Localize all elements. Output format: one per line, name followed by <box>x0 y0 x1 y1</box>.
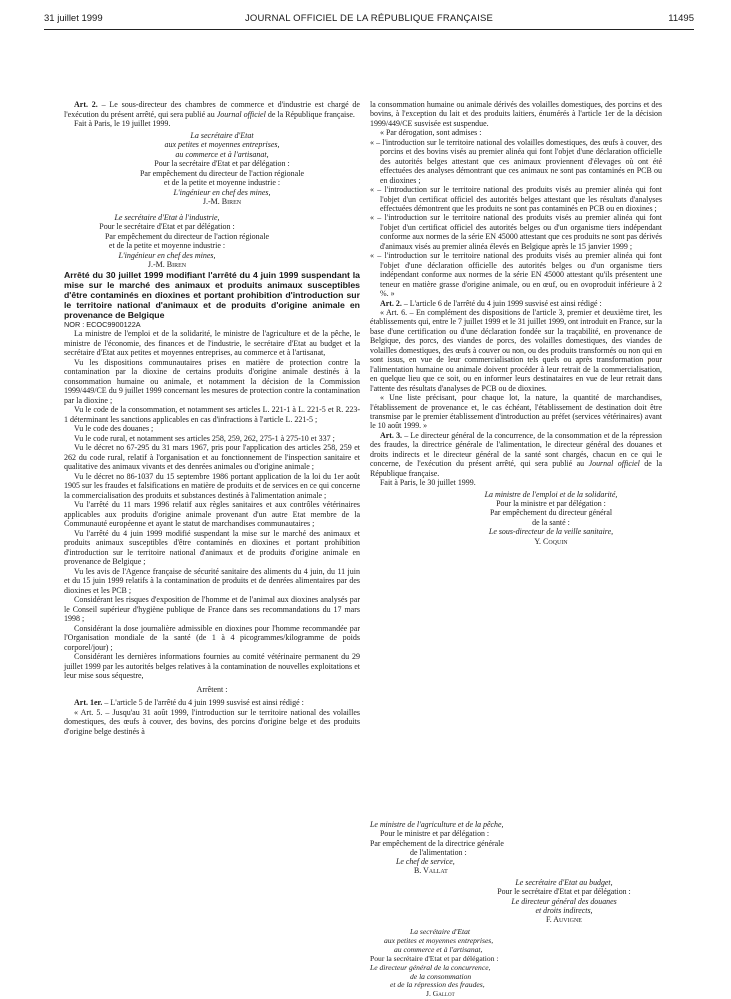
preamble-para-12: Considérant la dose journalière admissible en dioxines pour l'homme recommandée par l'Organisation mondiale de la santé (de 1 à 4 picogrammes/kilogramme de poids corporel/jour) ; <box>64 623 360 652</box>
art2-paragraph <box>64 100 360 119</box>
s1-name: Y. Coquin <box>534 536 568 546</box>
sig1-imp-2: et de la petite et moyenne industrie : <box>163 178 281 187</box>
nor-reference: NOR : ECOC9900122A <box>64 319 141 329</box>
art1-text: – L'article 5 de l'arrêté du 4 juin 1999 susvisé est ainsi rédigé : <box>102 698 304 707</box>
art3-text: – Le directeur général de la concurrence, de la consommation et de la répression des fraudes, la directrice générale de l'alimentation, le directeur général des douanes et droits indirects et le directeur général de la santé sont chargés, chacun en ce qui le concerne, de l'exécution du présent arrêté, qui sera publié au <box>370 430 662 469</box>
preamble-para-2: Vu les dispositions communautaires prises en matière de protection contre la contamination par la dioxine de certains produits d'origine animale destinés à la consommation humaine ou animale, et notamment la décision de la Commission 1999/449/CE du 9 juillet 1999 concernant les mesures de protection contre la contamination par la dioxine ; <box>64 357 360 405</box>
derogation-intro: « Par dérogation, sont admises : <box>380 128 482 138</box>
preamble-para-6: Vu le décret no 67-295 du 31 mars 1967, pris pour l'application des articles 258, 259 et 262 du code rural, relatif à l'organisation et au fonctionnement de l'inspection sanitaire et qualitative des animaux vivants et des denrées animales ou d'origine animale ; <box>64 443 360 471</box>
art3-paragraph <box>370 431 662 478</box>
header-date: 31 juillet 1999 <box>44 13 103 24</box>
agri-name: B. Vallat <box>414 866 448 876</box>
sig2-engineer: L'ingénieur en chef des mines, <box>118 250 216 260</box>
sig1-engineer: L'ingénieur en chef des mines, <box>173 187 271 197</box>
s1-role: Le sous-directeur de la veille sanitaire, <box>488 527 614 537</box>
art5-start: « Art. 5. – Jusqu'au 31 août 1999, l'introduction sur le territoire national des volailles domestiques, des œufs à couver, des bovins, des porcins d'origine belge et des produits d'origine belge destinés à <box>64 707 360 736</box>
sig1-line-2: aux petites et moyennes entreprises, <box>164 140 280 149</box>
liste-paragraph: « Une liste précisant, pour chaque lot, la nature, la quantité de marchandises, l'établissement de provenance et, le cas échéant, l'établissement de destination doit être transmise par le premier établissement d'introduction au préfet (services vétérinaires) avant le 10 août 1999. » <box>370 393 662 431</box>
art2-end: de la République française. <box>265 109 355 119</box>
art2-jo: Journal officiel <box>216 109 266 119</box>
art3-jo: Journal officiel <box>588 459 640 469</box>
sig2-by: Pour le secrétaire d'Etat et par délégation : <box>99 222 235 231</box>
signature-block-2 <box>64 213 360 270</box>
s1-by: Pour la ministre et par délégation : <box>496 499 606 509</box>
signature-block-1 <box>64 131 360 207</box>
art6-paragraph: « Art. 6. – En complément des dispositions de l'article 3, premier et deuxième tiret, les établissements qui, entre le 7 juillet 1999 et le 31 juillet 1999, ont introduit en France, sur la base d'une certification ou d'une déclaration fondée sur la traçabilité, en provenance de Belgique, des porcs, des viandes de porcs, des volailles domestiques, des viandes de volailles domestiques, des œufs à couver ou non, ou des produits transformés ou non qui en sont issus, en vue de leur commercialisation tels quels ou après transformation pour l'alimentation humaine ou animale doivent procéder à leur retrait de la commercialisation, en quelque lieu que ce soit, ou en informer leurs destinataires en vue de leur retrait dans l'attente des résultats d'analyses de PCB ou de dioxines. <box>370 307 662 393</box>
preamble-para-11: Considérant les risques d'exposition de l'homme et de l'animal aux dioxines analysés par le Conseil supérieur d'hygiène publique de France dans ses recommandations du 17 mars 1998 ; <box>64 595 360 623</box>
commerce-title-2: aux petites et moyennes entreprises, <box>384 935 494 945</box>
budget-name: F. Auvigne <box>546 915 582 925</box>
preamble-para-3: Vu le code de la consommation, et notamment ses articles L. 221-1 à L. 221-5 et R. 223-1 déterminant les sanctions applicables en cas d'infractions à l'article L. 221-5 ; <box>64 405 360 424</box>
art3-label: Art. 3. <box>380 430 403 440</box>
fait-2: Fait à Paris, le 30 juillet 1999. <box>380 478 476 488</box>
derogation-item-1: « – l'introduction sur le territoire national des volailles domestiques, des œufs à couver, des porcins et des bovins visés au premier alinéa qui font l'objet d'une déclaration officielle des autorités belges attestant que ces animaux proviennent d'élevages où ont été effectuées des analyses démontrant que ces animaux ne sont pas contaminés en PCB ou en dioxines ; <box>370 137 662 185</box>
commerce-title-3: au commerce et à l'artisanat, <box>394 944 483 954</box>
agri-role: Le chef de service, <box>396 857 455 867</box>
header-title: JOURNAL OFFICIEL DE LA RÉPUBLIQUE FRANÇAISE <box>244 13 494 24</box>
preamble-para-5: Vu le code rural, et notamment ses articles 258, 259, 262, 275-1 à 275-10 et 337 ; <box>74 433 335 443</box>
derogation-item-4: « – l'introduction sur le territoire national des produits visés au premier alinéa qui font l'objet d'une déclaration officielle des autorités belges ou d'un organisme tiers indépendant conforme aux normes de la série EN 45000 attestant qu'ils présentent une teneur en matière grasse d'origine animale, ou en œuf, ou en ovoproduit inférieure à 2 %. » <box>370 251 662 299</box>
budget-title: Le secrétaire d'Etat au budget, <box>515 878 613 887</box>
sig1-line-3: au commerce et à l'artisanat, <box>175 149 269 159</box>
header-rule <box>44 29 694 30</box>
budget-role-1: Le directeur général des douanes <box>511 896 617 906</box>
art1-label: Art. 1er. <box>74 698 103 707</box>
art3-end: de la République française. <box>370 459 662 478</box>
derogation-item-2: « – l'introduction sur le territoire national des produits visés au premier alinéa qui font l'objet d'un certificat officiel des autorités belges attestant que les résultats d'analyses effectuées démontrent que les produits ne sont pas contaminés en PCB ou en dioxines ; <box>370 185 662 213</box>
bottom-signatures <box>370 820 662 999</box>
preamble-para-4: Vu le code des douanes ; <box>74 424 154 433</box>
sig2-name: J.-M. Biren <box>147 260 187 269</box>
right-art2-paragraph <box>370 299 662 308</box>
continuation-para: la consommation humaine ou animale dérivés des volailles domestiques, des porcins et des bovins, à l'exception du lait et des produits laitiers, énumérés à l'article 1er de la décision 1999/449/CE susvisée est suspendue. <box>370 100 662 128</box>
preamble-para-8: Vu l'arrêté du 11 mars 1996 relatif aux règles sanitaires et aux contrôles vétérinaires applicables aux produits d'origine animale provenant d'un autre Etat membre de la Communauté européenne et ayant le statut de marchandises communautaires ; <box>64 500 360 528</box>
left-column <box>64 100 360 736</box>
commerce-signature-block <box>370 928 550 999</box>
budget-role-2: et droits indirects, <box>535 905 593 915</box>
s1-title: La ministre de l'emploi et de la solidarité, <box>484 489 618 499</box>
preamble-para-10: Vu les avis de l'Agence française de sécurité sanitaire des aliments du 4 juin, du 11 juin et du 15 juin 1999 relatifs à la contamination de produits et de denrées alimentaires par des dioxines et les PCB ; <box>64 566 360 595</box>
derogation-item-3: « – l'introduction sur le territoire national des produits visés au premier alinéa qui font l'objet d'un certificat officiel des autorités belges ou d'un organisme tiers indépendant conforme aux normes de la série EN 45000 attestant que ces produits ne sont pas dérivés d'animaux visés au premier alinéa élevés en Belgique après le 15 janvier 1999 ; <box>370 213 662 251</box>
art2-label: Art. 2. <box>74 100 98 109</box>
sig1-line-1: La secrétaire d'Etat <box>190 130 254 140</box>
commerce-role-2: de la consommation <box>410 971 472 981</box>
right-column <box>370 100 662 546</box>
budget-by: Pour le secrétaire d'Etat et par délégation : <box>497 887 631 897</box>
signature-ministre-emploi <box>370 490 662 547</box>
preamble-para-9: Vu l'arrêté du 4 juin 1999 modifié suspendant la mise sur le marché des animaux et produits animaux susceptibles d'être contaminés en dioxines et portant prohibition d'introduction sur le territoire national d'animaux et de produits d'origine animale en provenance de Belgique ; <box>64 528 360 566</box>
right-art2-text: – L'article 6 de l'arrêté du 4 juin 1999 susvisé est ainsi rédigé : <box>401 298 602 308</box>
s1-imp-1: Par empêchement du directeur général <box>489 508 613 518</box>
sig1-imp-1: Par empêchement du directeur de l'action régionale <box>139 168 305 178</box>
commerce-name: J. Gallot <box>426 989 455 999</box>
commerce-role-3: et de la répression des fraudes, <box>390 980 485 990</box>
art2-text: – Le sous-directeur des chambres de commerce et d'industrie est chargé de l'exécution du présent arrêté, qui sera publié au <box>64 100 360 119</box>
sig1-name: J.-M. Biren <box>202 197 242 206</box>
sig2-imp-2: et de la petite et moyenne industrie : <box>108 241 226 250</box>
sig2-title: Le secrétaire d'Etat à l'industrie, <box>114 212 220 222</box>
preamble-para-7: Vu le décret no 86-1037 du 15 septembre 1986 portant application de la loi du 1er août 1905 sur les fraudes et falsifications en matière de produits et de services en ce qui concerne la commercialisation des produits et substances destinés à l'alimentation animale ; <box>64 471 360 500</box>
preamble-para-1: La ministre de l'emploi et de la solidarité, le ministre de l'agriculture et de la pêche, le ministre de l'économie, des finances et de l'industrie, le secrétaire d'Etat au budget et la secrétaire d'Etat aux petites et moyennes entreprises, au commerce et à l'artisanat, <box>64 329 360 357</box>
budget-signature <box>466 878 662 924</box>
arrete-title: Arrêté du 30 juillet 1999 modifiant l'arrêté du 4 juin 1999 suspendant la mise sur le marché des animaux et produits animaux susceptibles d'être contaminés en dioxines et portant prohibition d'introduction sur le territoire national d'animaux et de produits d'origine animale en provenance de Belgique <box>64 269 360 320</box>
header-page-number: 11495 <box>668 13 694 24</box>
commerce-title-1: La secrétaire d'Etat <box>410 927 470 936</box>
sig1-by: Pour la secrétaire d'Etat et par délégation : <box>154 159 290 168</box>
arretent: Arrêtent : <box>196 684 228 694</box>
fait-1: Fait à Paris, le 19 juillet 1999. <box>74 119 171 128</box>
agri-imp-2: de l'alimentation : <box>410 847 467 857</box>
agri-signature <box>370 820 560 876</box>
sig2-imp-1: Par empêchement du directeur de l'action régionale <box>104 231 270 241</box>
commerce-by: Pour la secrétaire d'Etat et par délégation : <box>370 953 499 963</box>
agri-title: Le ministre de l'agriculture et de la pêche, <box>370 820 504 829</box>
agri-imp-1: Par empêchement de la directrice générale <box>370 838 504 848</box>
commerce-role-1: Le directeur général de la concurrence, <box>370 962 491 972</box>
art1-paragraph <box>64 698 360 708</box>
page-header <box>44 13 694 27</box>
agri-by: Pour le ministre et par délégation : <box>380 829 490 839</box>
s1-imp-2: de la santé : <box>532 517 570 527</box>
right-art2-label: Art. 2. <box>380 298 402 308</box>
preamble-para-13: Considérant les dernières informations fournies au comité vétérinaire permanent du 29 juillet 1999 par les autorités belges relatives à la contamination de nouvelles exploitations et leur mise sous séquestre, <box>64 652 360 680</box>
